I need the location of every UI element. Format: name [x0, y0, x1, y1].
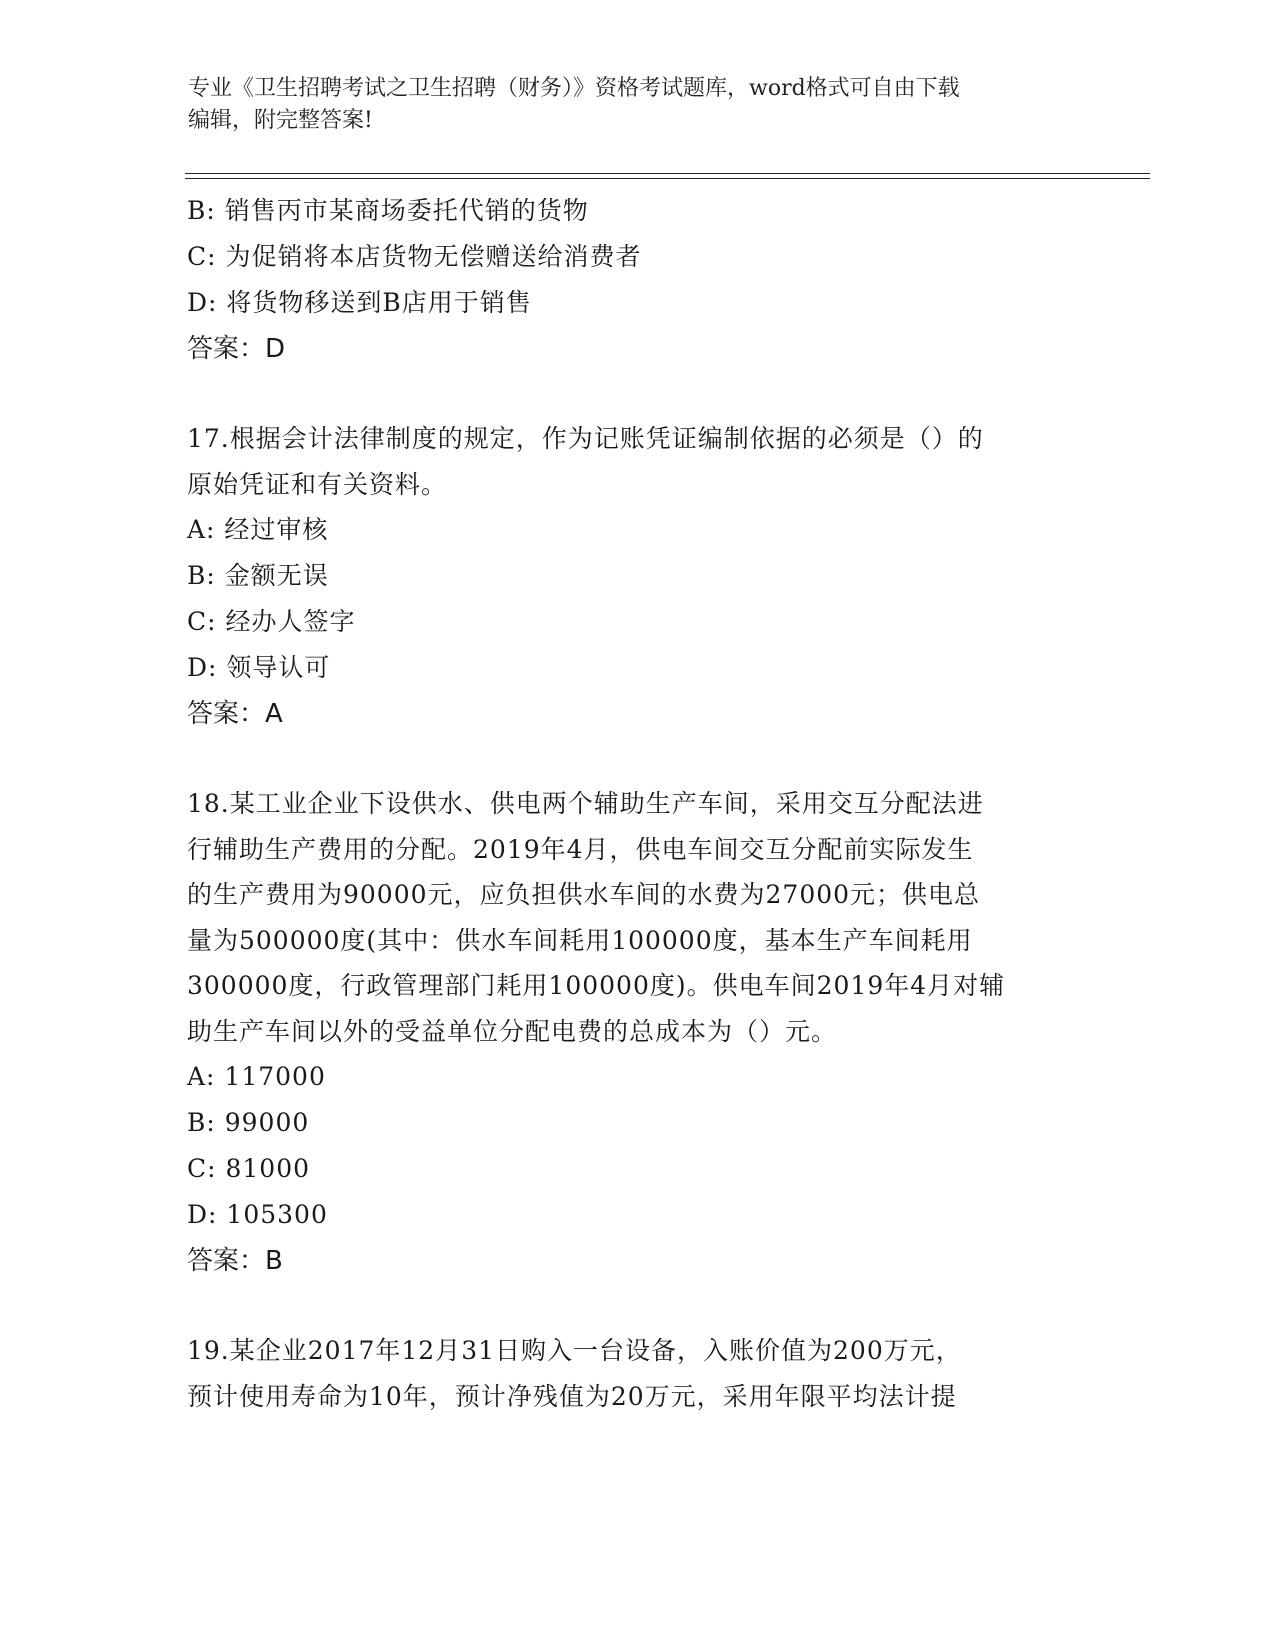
stem-line: 19.某企业2017年12月31日购入一台设备，入账价值为200万元，: [187, 1336, 962, 1365]
question-17: [187, 416, 1087, 737]
option-a: A: 117000: [187, 1062, 326, 1091]
question-19: [187, 1328, 1087, 1419]
option-a: A: 经过审核: [187, 515, 329, 544]
option-c: C: 81000: [187, 1154, 311, 1183]
stem-line: 300000度，行政管理部门耗用100000度)。供电车间2019年4月对辅: [187, 971, 1006, 1000]
option-c: C: 为促销将本店货物无偿赠送给消费者: [187, 242, 642, 271]
header-rule-top: [185, 173, 1150, 174]
option-d: D: 105300: [187, 1200, 328, 1229]
question-content: [187, 188, 1087, 1419]
option-b: B: 销售丙市某商场委托代销的货物: [187, 196, 589, 225]
answer-line: 答案：D: [187, 334, 286, 364]
header-line-1: 专业《卫生招聘考试之卫生招聘（财务）》资格考试题库，word格式可自由下载: [188, 76, 960, 101]
header-rule-bottom: [185, 178, 1150, 179]
option-b: B: 金额无误: [187, 561, 329, 590]
option-d: D: 领导认可: [187, 653, 331, 682]
question-18: [187, 781, 1087, 1284]
header-line-2: 编辑，附完整答案!: [188, 108, 373, 133]
stem-line: 的生产费用为90000元，应负担供水车间的水费为27000元；供电总: [187, 880, 981, 909]
option-c: C: 经办人签字: [187, 607, 356, 636]
stem-line: 助生产车间以外的受益单位分配电费的总成本为（）元。: [187, 1016, 838, 1046]
stem-line: 预计使用寿命为10年，预计净残值为20万元，采用年限平均法计提: [187, 1381, 957, 1411]
question-stem: [187, 781, 1087, 1054]
question-stem: [187, 1328, 1087, 1419]
page-header: [188, 73, 1088, 137]
option-d: D: 将货物移送到B店用于销售: [187, 288, 532, 317]
stem-line: 17.根据会计法律制度的规定，作为记账凭证编制依据的必须是（）的: [187, 424, 984, 453]
option-b: B: 99000: [187, 1108, 310, 1137]
stem-line: 行辅助生产费用的分配。2019年4月，供电车间交互分配前实际发生: [187, 834, 974, 864]
answer-line: 答案：A: [187, 699, 283, 729]
question-stem: [187, 416, 1087, 507]
answer-line: 答案：B: [187, 1246, 283, 1276]
stem-line: 量为500000度(其中：供水车间耗用100000度，基本生产车间耗用: [187, 925, 973, 955]
question-16-continued: [187, 188, 1087, 372]
stem-line: 原始凭证和有关资料。: [187, 469, 448, 499]
stem-line: 18.某工业企业下设供水、供电两个辅助生产车间，采用交互分配法进: [187, 789, 984, 818]
